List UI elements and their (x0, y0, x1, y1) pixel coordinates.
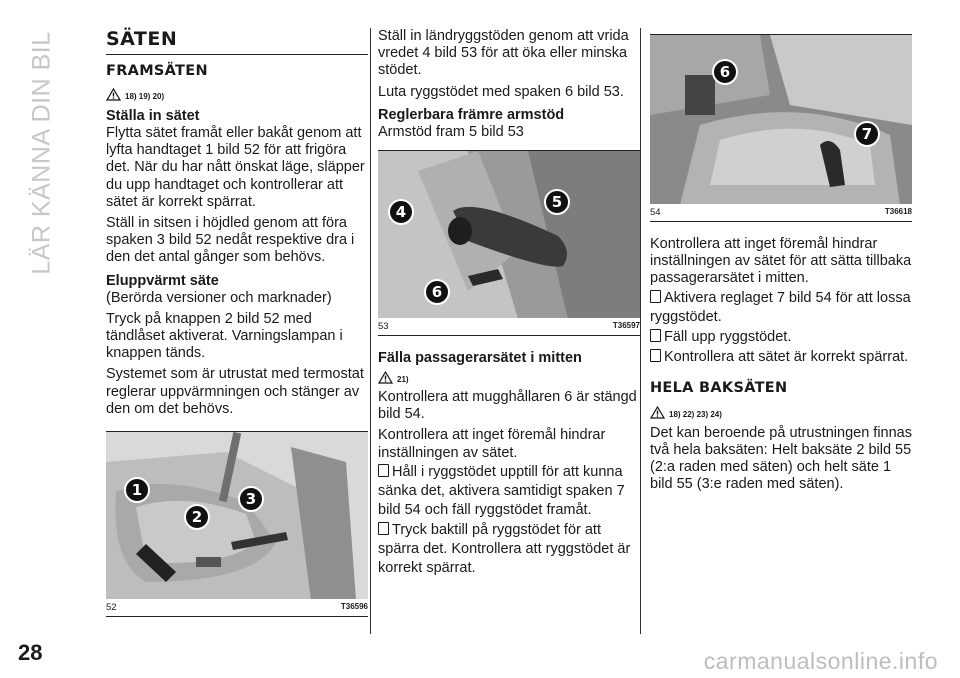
warning-refs: 18) 19) 20) (106, 86, 368, 102)
figure-53 (378, 150, 640, 318)
paragraph: Systemet som är utrustat med termostat reglerar uppvärmningen och stänger av den om det behövs. (106, 366, 364, 417)
callout-7: 7 (854, 121, 880, 147)
column-divider (370, 28, 371, 634)
heading-heated-seat: Eluppvärmt säte (106, 272, 219, 289)
paragraph: (Berörda versioner och marknader) (106, 289, 332, 306)
page-number: 28 (18, 640, 43, 665)
paragraph: Flytta sätet framåt eller bakåt genom att lyfta handtaget 1 bild 52 för att frigöra det. När du har nått önskat läge, släpper du upp handtaget och kontrollerar att sätet är korrekt spärrat. (106, 125, 365, 210)
armrest-illustration (378, 151, 640, 318)
paragraph: Luta ryggstödet med spaken 6 bild 53. (378, 83, 624, 100)
paragraph: Ställ in ländryggstöden genom att vrida vredet 4 bild 53 för att öka eller minska stödet. (378, 28, 629, 79)
heading-adjust-seat: Ställa in sätet (106, 108, 200, 124)
middle-seat-illustration (650, 35, 912, 204)
chapter-side-title: LÄR KÄNNA DIN BIL (27, 31, 56, 275)
bullet-item: Kontrollera att sätet är korrekt spärrat. (650, 348, 912, 367)
callout-6: 6 (712, 59, 738, 85)
figure-caption-53: 53 T36597 (378, 321, 640, 336)
figure-caption-52: 52 T36596 (106, 602, 368, 617)
section-title-seats: SÄTEN (106, 28, 368, 55)
bullet-item: Tryck baktill på ryggstödet för att spärra det. Kontrollera att ryggstödet är korrekt spärrat. (378, 521, 640, 578)
callout-1: 1 (124, 477, 150, 503)
column-divider (640, 28, 641, 634)
warning-book-icon (378, 371, 393, 384)
figure-caption-54: 54 T36618 (650, 207, 912, 222)
callout-2: 2 (184, 504, 210, 530)
paragraph: Ställ in sitsen i höjdled genom att föra spaken 3 bild 52 nedåt respektive dra i den det antal gånger som behövs. (106, 215, 355, 266)
heading-fold-middle-seat: Fälla passagerarsätet i mitten (378, 350, 582, 367)
section-title-rear-seats: HELA BAKSÄTEN (650, 379, 788, 396)
watermark: carmanualsonline.info (703, 648, 938, 674)
bullet-item: Håll i ryggstödet upptill för att kunna sänka det, aktivera samtidigt spaken 7 bild 54 och fäll ryggstödet framåt. (378, 463, 640, 520)
figure-54 (650, 34, 912, 204)
column-1 (106, 28, 368, 617)
seat-illustration (106, 432, 368, 599)
subsection-title-front-seats: FRAMSÄTEN (106, 63, 208, 79)
paragraph: Kontrollera att inget föremål hindrar inställningen av sätet för att sätta tillbaka passagerarsätet i mitten. (650, 236, 912, 287)
paragraph: Armstöd fram 5 bild 53 (378, 123, 524, 140)
warning-book-icon (650, 406, 665, 419)
column-2 (378, 28, 640, 578)
paragraph: Kontrollera att inget föremål hindrar inställningen av sätet. (378, 427, 606, 461)
figure-52 (106, 431, 368, 599)
bullet-item: Fäll upp ryggstödet. (650, 328, 912, 347)
callout-3: 3 (238, 486, 264, 512)
callout-5: 5 (544, 189, 570, 215)
heading-armrest: Reglerbara främre armstöd (378, 106, 565, 123)
paragraph: Kontrollera att mugghållaren 6 är stängd bild 54. (378, 389, 637, 423)
callout-6: 6 (424, 279, 450, 305)
paragraph: Tryck på knappen 2 bild 52 med tändlåset aktiverat. Varningslampan i knappen tänds. (106, 310, 343, 362)
bullet-item: Aktivera reglaget 7 bild 54 för att lossa ryggstödet. (650, 289, 911, 325)
warning-book-icon (106, 88, 121, 101)
paragraph: Det kan beroende på utrustningen finnas två hela baksäten: Helt baksäte 2 bild 55 (2:a raden med säten) och helt säte 1 bild 55 (3:e raden med säten). (650, 424, 912, 493)
warning-refs: 18) 22) 23) 24) (650, 405, 912, 421)
callout-4: 4 (388, 199, 414, 225)
warning-refs: 21) (378, 369, 640, 385)
column-3 (650, 34, 912, 493)
